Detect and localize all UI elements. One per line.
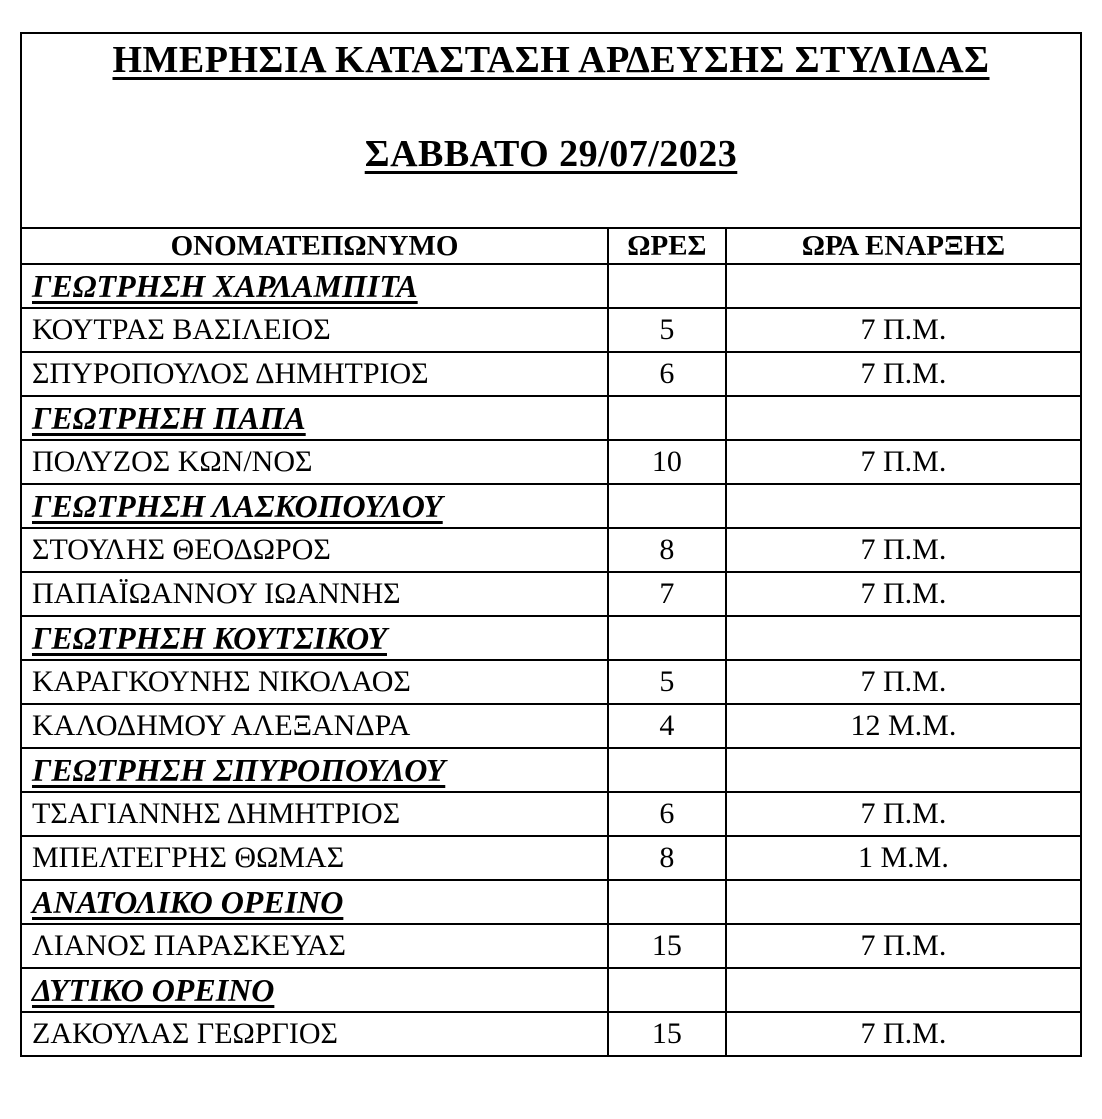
table-row: [21, 704, 1081, 748]
hours-value: 8: [608, 528, 726, 572]
empty-cell: [726, 880, 1081, 924]
header-name: ΟΝΟΜΑΤΕΠΩΝΥΜΟ: [21, 228, 608, 264]
section-name: ΓΕΩΤΡΗΣΗ ΚΟΥΤΣΙΚΟΥ: [21, 616, 608, 660]
section-row: [21, 748, 1081, 792]
table-row: [21, 924, 1081, 968]
table-row: [21, 660, 1081, 704]
table-row: [21, 528, 1081, 572]
section-name: ΔΥΤΙΚΟ ΟΡΕΙΝΟ: [21, 968, 608, 1012]
irrigation-table: [20, 227, 1082, 1057]
hours-value: 8: [608, 836, 726, 880]
start-time-value: 7 Π.Μ.: [726, 660, 1081, 704]
irrigation-document: [20, 32, 1082, 1050]
empty-cell: [726, 396, 1081, 440]
hours-value: 7: [608, 572, 726, 616]
title-box: [20, 32, 1082, 227]
person-name: ΚΑΛΟΔΗΜΟΥ ΑΛΕΞΑΝΔΡΑ: [21, 704, 608, 748]
table-body: [21, 264, 1081, 1056]
empty-cell: [608, 968, 726, 1012]
empty-cell: [726, 264, 1081, 308]
header-start-time: ΩΡΑ ΕΝΑΡΞΗΣ: [726, 228, 1081, 264]
start-time-value: 7 Π.Μ.: [726, 792, 1081, 836]
table-row: [21, 572, 1081, 616]
empty-cell: [608, 880, 726, 924]
empty-cell: [608, 484, 726, 528]
person-name: ΚΟΥΤΡΑΣ ΒΑΣΙΛΕΙΟΣ: [21, 308, 608, 352]
start-time-value: 7 Π.Μ.: [726, 1012, 1081, 1056]
hours-value: 15: [608, 1012, 726, 1056]
start-time-value: 7 Π.Μ.: [726, 308, 1081, 352]
start-time-value: 7 Π.Μ.: [726, 924, 1081, 968]
section-row: [21, 880, 1081, 924]
section-name: ΑΝΑΤΟΛΙΚΟ ΟΡΕΙΝΟ: [21, 880, 608, 924]
person-name: ΣΠΥΡΟΠΟΥΛΟΣ ΔΗΜΗΤΡΙΟΣ: [21, 352, 608, 396]
section-name: ΓΕΩΤΡΗΣΗ ΣΠΥΡΟΠΟΥΛΟΥ: [21, 748, 608, 792]
empty-cell: [608, 748, 726, 792]
empty-cell: [726, 484, 1081, 528]
section-name: ΓΕΩΤΡΗΣΗ ΠΑΠΑ: [21, 396, 608, 440]
hours-value: 6: [608, 352, 726, 396]
person-name: ΛΙΑΝΟΣ ΠΑΡΑΣΚΕΥΑΣ: [21, 924, 608, 968]
person-name: ΠΑΠΑΪΩΑΝΝΟΥ ΙΩΑΝΝΗΣ: [21, 572, 608, 616]
table-row: [21, 1012, 1081, 1056]
table-row: [21, 352, 1081, 396]
start-time-value: 7 Π.Μ.: [726, 352, 1081, 396]
start-time-value: 7 Π.Μ.: [726, 440, 1081, 484]
header-hours: ΩΡΕΣ: [608, 228, 726, 264]
person-name: ΣΤΟΥΛΗΣ ΘΕΟΔΩΡΟΣ: [21, 528, 608, 572]
section-row: [21, 484, 1081, 528]
person-name: ΜΠΕΛΤΕΓΡΗΣ ΘΩΜΑΣ: [21, 836, 608, 880]
empty-cell: [726, 748, 1081, 792]
start-time-value: 7 Π.Μ.: [726, 572, 1081, 616]
table-header-row: [21, 228, 1081, 264]
person-name: ΤΣΑΓΙΑΝΝΗΣ ΔΗΜΗΤΡΙΟΣ: [21, 792, 608, 836]
document-title: ΗΜΕΡΗΣΙΑ ΚΑΤΑΣΤΑΣΗ ΑΡΔΕΥΣΗΣ ΣΤΥΛΙΔΑΣ: [112, 39, 990, 81]
start-time-value: 7 Π.Μ.: [726, 528, 1081, 572]
hours-value: 5: [608, 660, 726, 704]
document-date: ΣΑΒΒΑΤΟ 29/07/2023: [364, 133, 738, 175]
hours-value: 4: [608, 704, 726, 748]
hours-value: 15: [608, 924, 726, 968]
table-row: [21, 440, 1081, 484]
start-time-value: 1 Μ.Μ.: [726, 836, 1081, 880]
table-row: [21, 836, 1081, 880]
empty-cell: [608, 396, 726, 440]
empty-cell: [726, 968, 1081, 1012]
person-name: ΠΟΛΥΖΟΣ ΚΩΝ/ΝΟΣ: [21, 440, 608, 484]
hours-value: 6: [608, 792, 726, 836]
empty-cell: [608, 264, 726, 308]
empty-cell: [608, 616, 726, 660]
section-row: [21, 264, 1081, 308]
table-row: [21, 792, 1081, 836]
section-row: [21, 968, 1081, 1012]
empty-cell: [726, 616, 1081, 660]
hours-value: 5: [608, 308, 726, 352]
person-name: ΖΑΚΟΥΛΑΣ ΓΕΩΡΓΙΟΣ: [21, 1012, 608, 1056]
section-row: [21, 396, 1081, 440]
person-name: ΚΑΡΑΓΚΟΥΝΗΣ ΝΙΚΟΛΑΟΣ: [21, 660, 608, 704]
start-time-value: 12 Μ.Μ.: [726, 704, 1081, 748]
section-name: ΓΕΩΤΡΗΣΗ ΧΑΡΛΑΜΠΙΤΑ: [21, 264, 608, 308]
section-row: [21, 616, 1081, 660]
hours-value: 10: [608, 440, 726, 484]
table-row: [21, 308, 1081, 352]
section-name: ΓΕΩΤΡΗΣΗ ΛΑΣΚΟΠΟΥΛΟΥ: [21, 484, 608, 528]
